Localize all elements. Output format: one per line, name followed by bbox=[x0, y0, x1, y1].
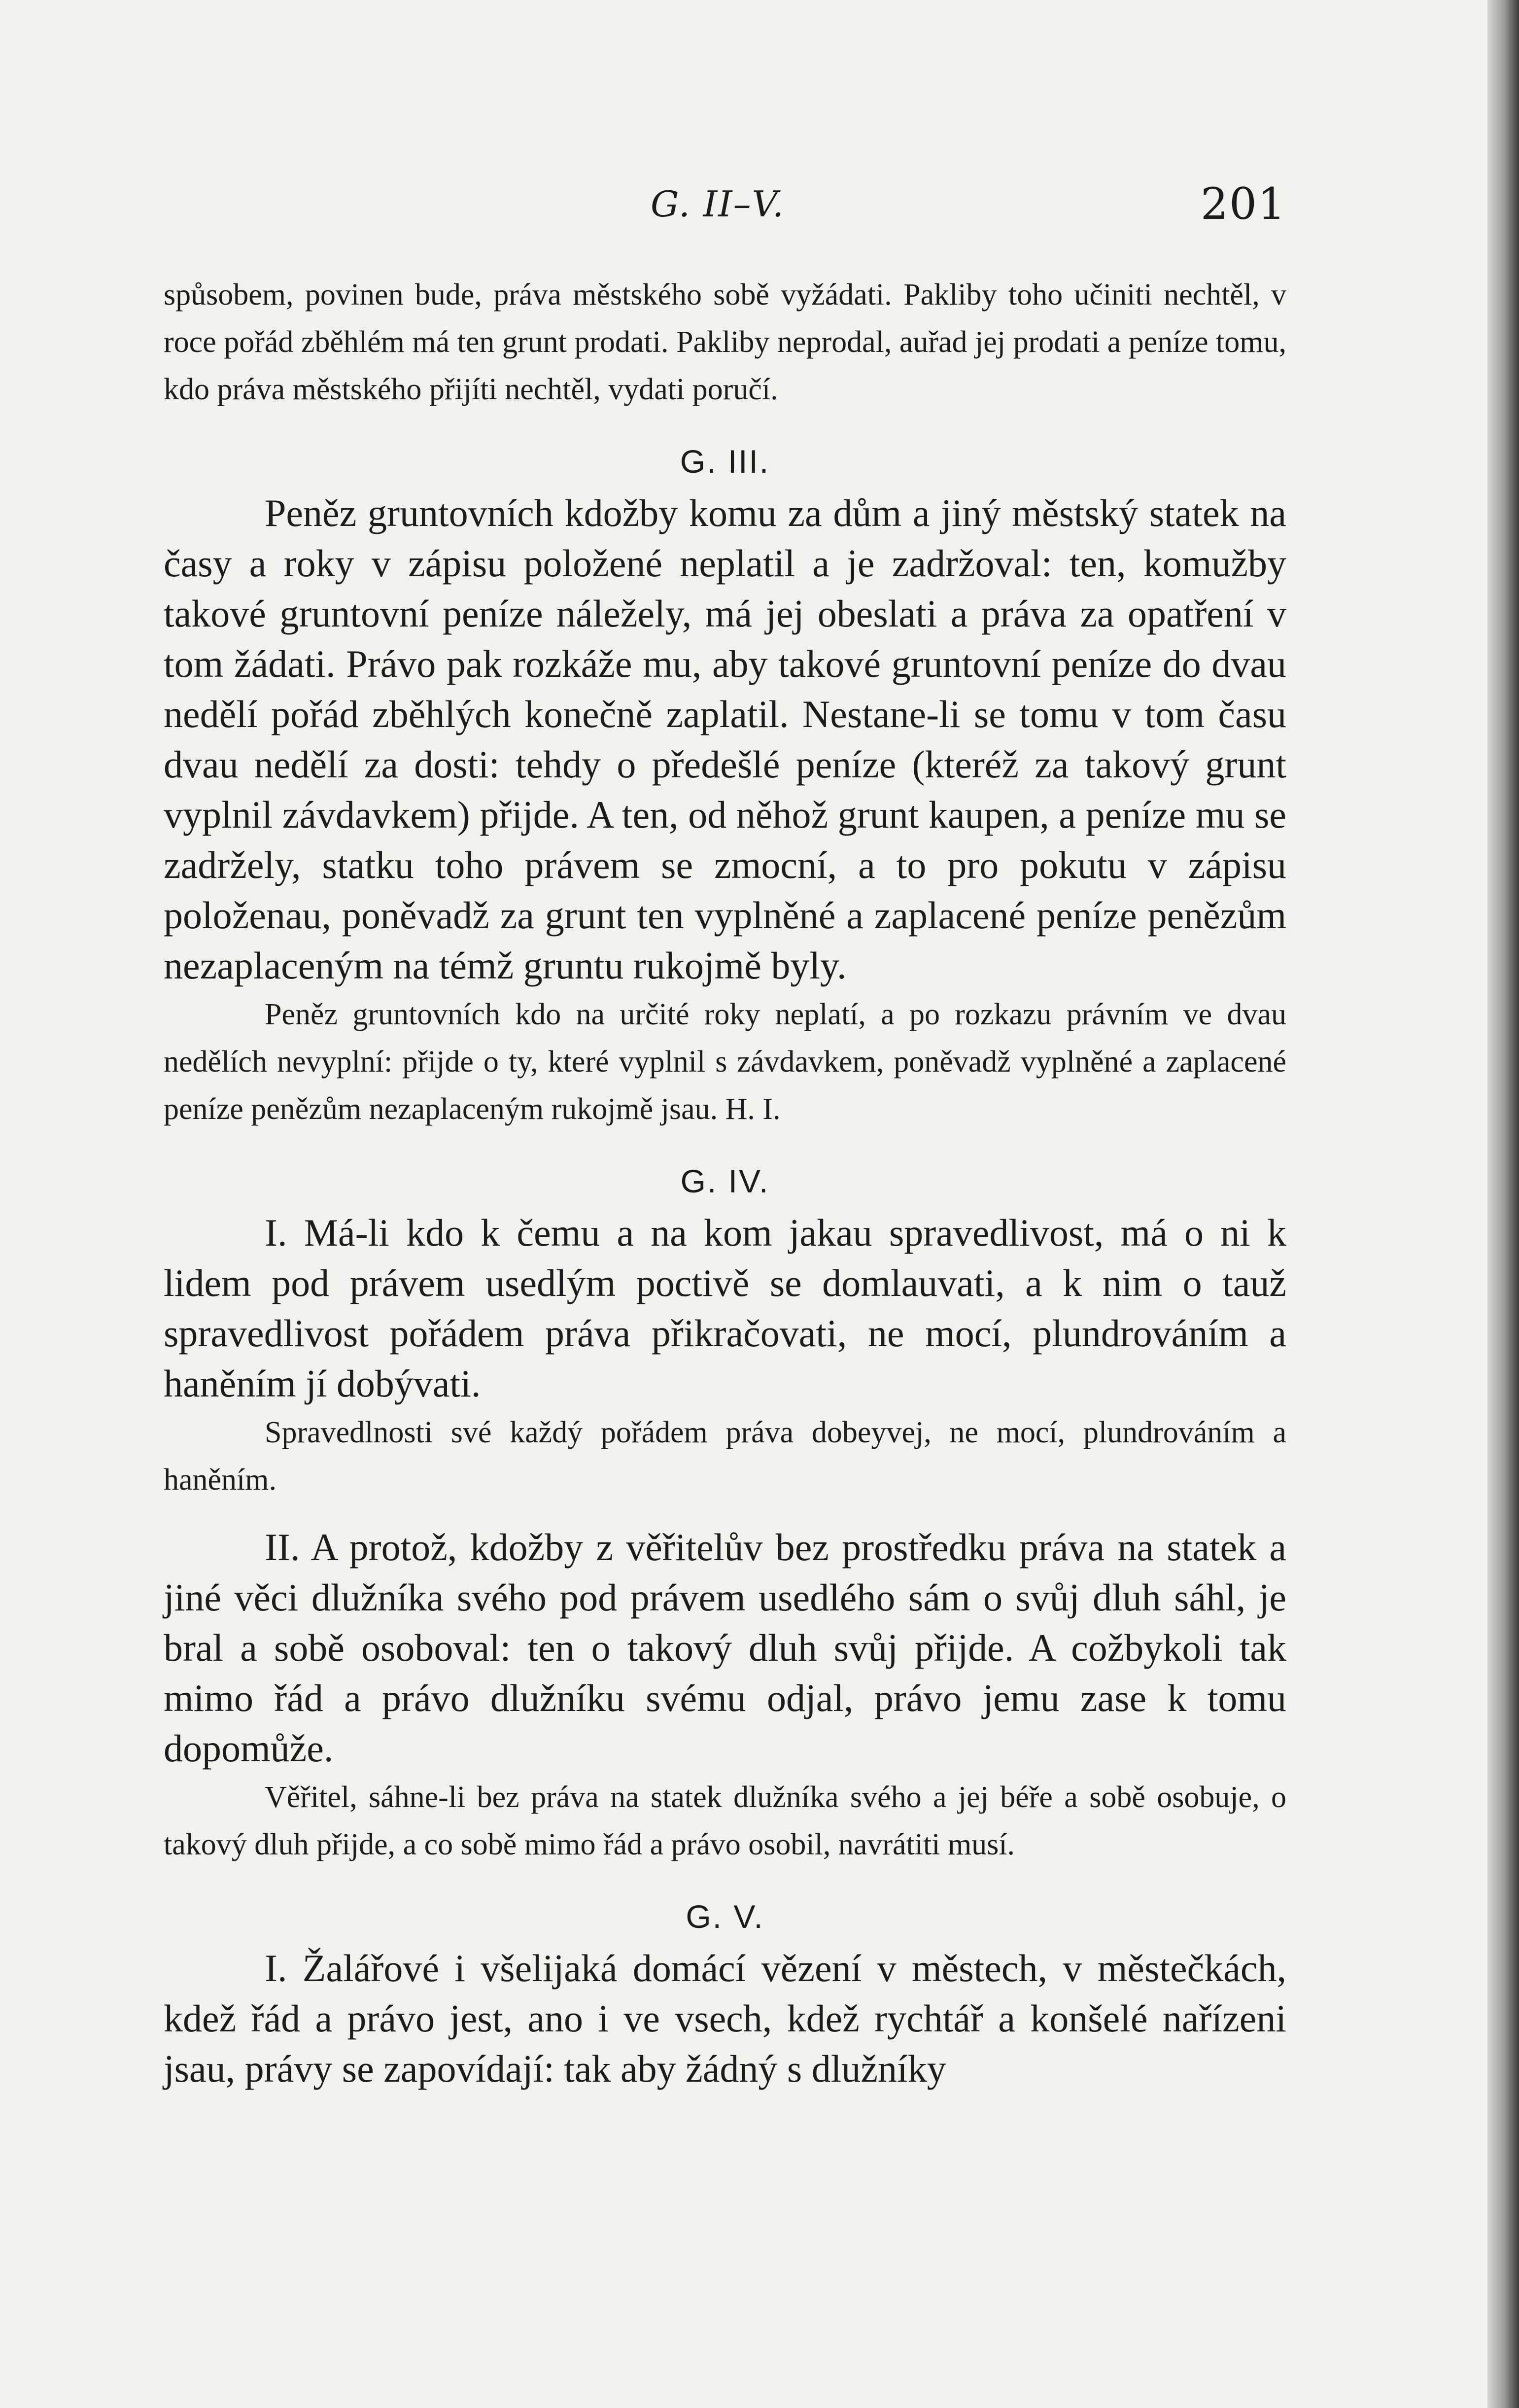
page-number: 201 bbox=[1201, 178, 1286, 229]
page-header bbox=[651, 178, 1286, 233]
page-body bbox=[164, 271, 1286, 2094]
page-edge-shadow bbox=[1487, 0, 1519, 2408]
section-heading-g5: G. V. bbox=[686, 1898, 764, 1935]
note-g3: Peněz gruntovních kdo na určité roky neplatí, a po rozkazu právním ve dvau nedělích nevyplní: přijde o ty, které vyplnil s závdavkem, poněvadž vyplněné a zaplacené peníze penězům nezaplaceným rukojmě jsau. H. I. bbox=[164, 998, 1286, 1126]
paragraph-g5-1: I. Žalářové i všelijaká domácí vězení v městech, v městečkách, kdež řád a právo jest, ano i ve vsech, kdež rychtář a konšelé nařízeni jsau, právy se zapovídají: tak aby žádný s dlužníky bbox=[164, 1947, 1286, 2090]
note-g4-2: Věřitel, sáhne-li bez práva na statek dlužníka svého a jej béře a sobě osobuje, o takový dluh přijde, a co sobě mimo řád a právo osobil, navrátiti musí. bbox=[164, 1780, 1286, 1861]
running-head: G. II–V. bbox=[651, 183, 785, 225]
paragraph-g3: Peněz gruntovních kdožby komu za dům a jiný městský statek na časy a roky v zápisu položené neplatil a je zadržoval: ten, komužby takové gruntovní peníze náležely, má jej obeslati a práva za opatření v tom žádati. Právo pak rozkáže mu, aby takové gruntovní peníze do dvau nedělí pořád zběhlých konečně zaplatil. Nestane-li se tomu v tom času dvau nedělí za dosti: tehdy o předešlé peníze (kteréž za takový grunt vyplnil závdavkem) přijde. A ten, od něhož grunt kaupen, a peníze mu se zadržely, statku toho právem se zmocní, a to pro pokutu v zápisu položenau, poněvadž za grunt ten vyplněné a zaplacené peníze penězům nezaplaceným na témž gruntu rukojmě byly. bbox=[164, 491, 1286, 987]
note-g4-1: Spravedlnosti své každý pořádem práva dobeyvej, ne mocí, plundrováním a haněním. bbox=[164, 1416, 1286, 1497]
section-heading-g3: G. III. bbox=[680, 443, 770, 480]
paragraph-g4-2: II. A protož, kdožby z věřitelův bez prostředku práva na statek a jiné věci dlužníka svého pod právem usedlého sám o svůj dluh sáhl, je bral a sobě osoboval: ten o takový dluh svůj přijde. A cožbykoli tak mimo řád a právo dlužníku svému odjal, právo jemu zase k tomu dopomůže. bbox=[164, 1526, 1286, 1770]
intro-note: spůsobem, povinen bude, práva městského sobě vyžádati. Pakliby toho učiniti nechtěl, v roce pořád zběhlém má ten grunt prodati. Pakliby neprodal, auřad jej prodati a peníze tomu, kdo práva městského přijíti nechtěl, vydati poručí. bbox=[164, 278, 1286, 406]
section-heading-g4: G. IV. bbox=[680, 1163, 770, 1199]
paragraph-g4-1: I. Má-li kdo k čemu a na kom jakau spravedlivost, má o ni k lidem pod právem usedlým poctivě se domlauvati, a k nim o tauž spravedlivost pořádem práva přikračovati, ne mocí, plundrováním a haněním jí dobývati. bbox=[164, 1211, 1286, 1405]
